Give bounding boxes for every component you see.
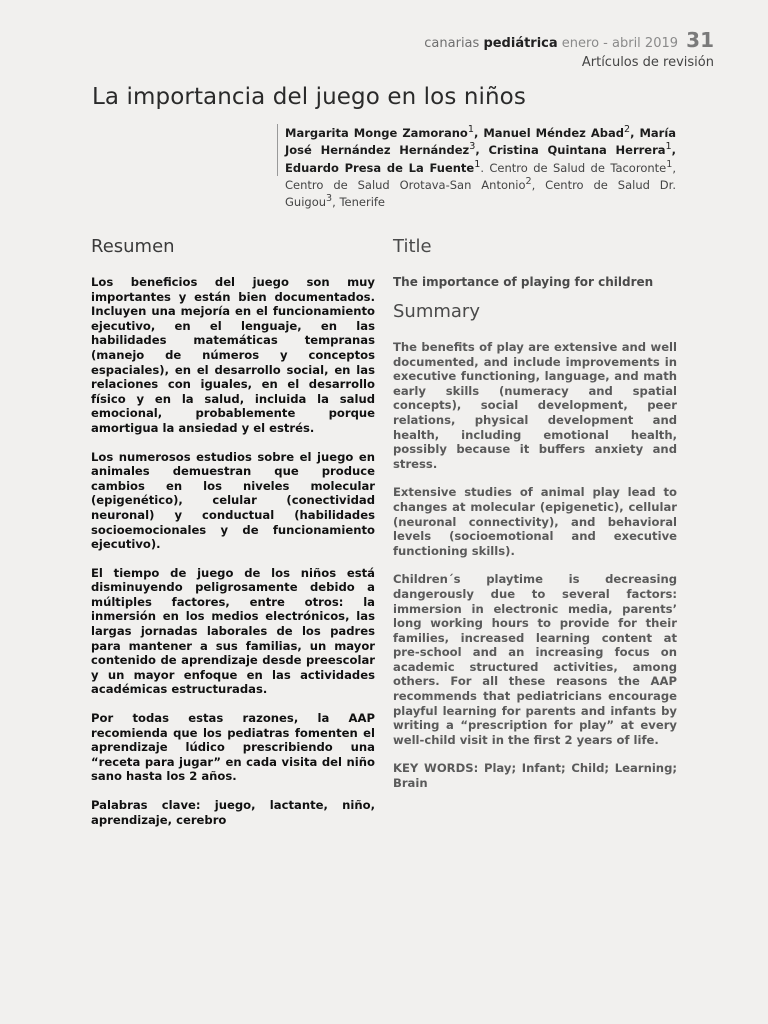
author-name: María José Hernández Hernández [285,125,677,158]
title-heading: Title [393,236,432,257]
keywords-en: KEY WORDS: Play; Infant; Child; Learning; Brain [393,761,677,791]
resumen-paragraph: Los beneficios del juego son muy importantes y están bien documentados. Incluyen una mejoría en el funcionamiento ejecutivo, en el lenguaje, en las habilidades matemáticas tempranas (manejo de números y conceptos espaciales), en el desarrollo social, en las relaciones con iguales, en el desarrollo físico y en la salud, incluida la salud emocional, probablemente porque amortigua la ansiedad y el estrés. [91,275,375,435]
resumen-heading: Resumen [91,236,175,257]
journal-name: pediátrica [483,36,558,51]
author-sup: 1 [665,141,672,153]
author-block [285,123,676,210]
section-label: Artículos de revisión [581,55,714,70]
affiliation: , Tenerife [332,195,386,210]
page-number: 31 [686,28,714,52]
author-sep: , [630,125,640,140]
author-sep: , [473,125,484,140]
resumen-paragraph: Los numerosos estudios sobre el juego en animales demuestran que produce cambios en los niveles molecular (epigenético), celular (conectividad neuronal) y conductual (habilidades socioemocionales y de funcionamiento ejecutivo). [91,449,375,552]
summary-paragraph: Extensive studies of animal play lead to changes at molecular (epigenetic), cellular (neuronal connectivity), and behavioral levels (socioemotional and executive functioning skills). [393,485,677,558]
author-sep: , [475,143,489,158]
journal-line [424,28,714,52]
author-name: Eduardo Presa de La Fuente [285,160,475,175]
affiliation-sup: 3 [326,193,333,205]
keywords-es: Palabras clave: juego, lactante, niño, aprendizaje, cerebro [91,798,375,827]
english-title: The importance of playing for children [393,275,654,289]
authors-rule [277,124,278,176]
page-header [424,28,714,70]
resumen-paragraph: El tiempo de juego de los niños está disminuyendo peligrosamente debido a múltiples factores, entre otros: la inmersión en los medios electrónicos, las largas jornadas laborales de los padres para mantener a sus familias, un mayor contenido de aprendizaje desde preescolar y un mayor enfoque en las actividades académicas estructuradas. [91,565,375,697]
affiliation-sup: 1 [666,158,673,170]
author-name: Cristina Quintana Herrera [488,143,666,158]
author-sup: 3 [469,141,476,153]
author-sup: 1 [474,158,481,170]
english-column [393,236,677,805]
resumen-column [91,236,375,841]
article-title: La importancia del juego en los niños [92,84,526,110]
author-sup: 1 [467,124,474,135]
author-sep: , [671,143,676,158]
affiliation-sup: 2 [525,175,532,187]
summary-paragraph: Children´s playtime is decreasing dangerously due to several factors: immersion in electronic media, parents’ long working hours to provide for their families, increased learning content at pre-school and an increasing focus on academic structured activities, among others. For all these reasons the AAP recommends that pediatricians encourage playful learning for parents and infants by writing a “prescription for play” at every well-child visit in the first 2 years of life. [393,572,677,747]
affiliation: , Centro de Salud Dr. Guigou [285,177,676,210]
resumen-paragraph: Por todas estas razones, la AAP recomienda que los pediatras fomenten el aprendizaje lúdico prescribiendo una “receta para jugar” en cada visita del niño sano hasta los 2 años. [91,711,375,784]
journal-brand: canarias [424,36,480,51]
summary-heading: Summary [393,301,480,322]
affiliation: . Centro de Salud de Tacoronte [480,160,667,175]
issue-date: enero - abril 2019 [561,36,679,51]
author-name: Manuel Méndez Abad [483,125,624,140]
summary-paragraph: The benefits of play are extensive and well documented, and include improvements in executive functioning, language, and math early skills (numeracy and spatial concepts), social development, peer relations, physical development and health, including emotional health, possibly because it buffers anxiety and stress. [393,340,677,471]
author-sup: 2 [623,124,631,135]
affiliation: , Centro de Salud Orotava-San Antonio [285,160,676,192]
author-name: Margarita Monge Zamorano [285,125,468,140]
